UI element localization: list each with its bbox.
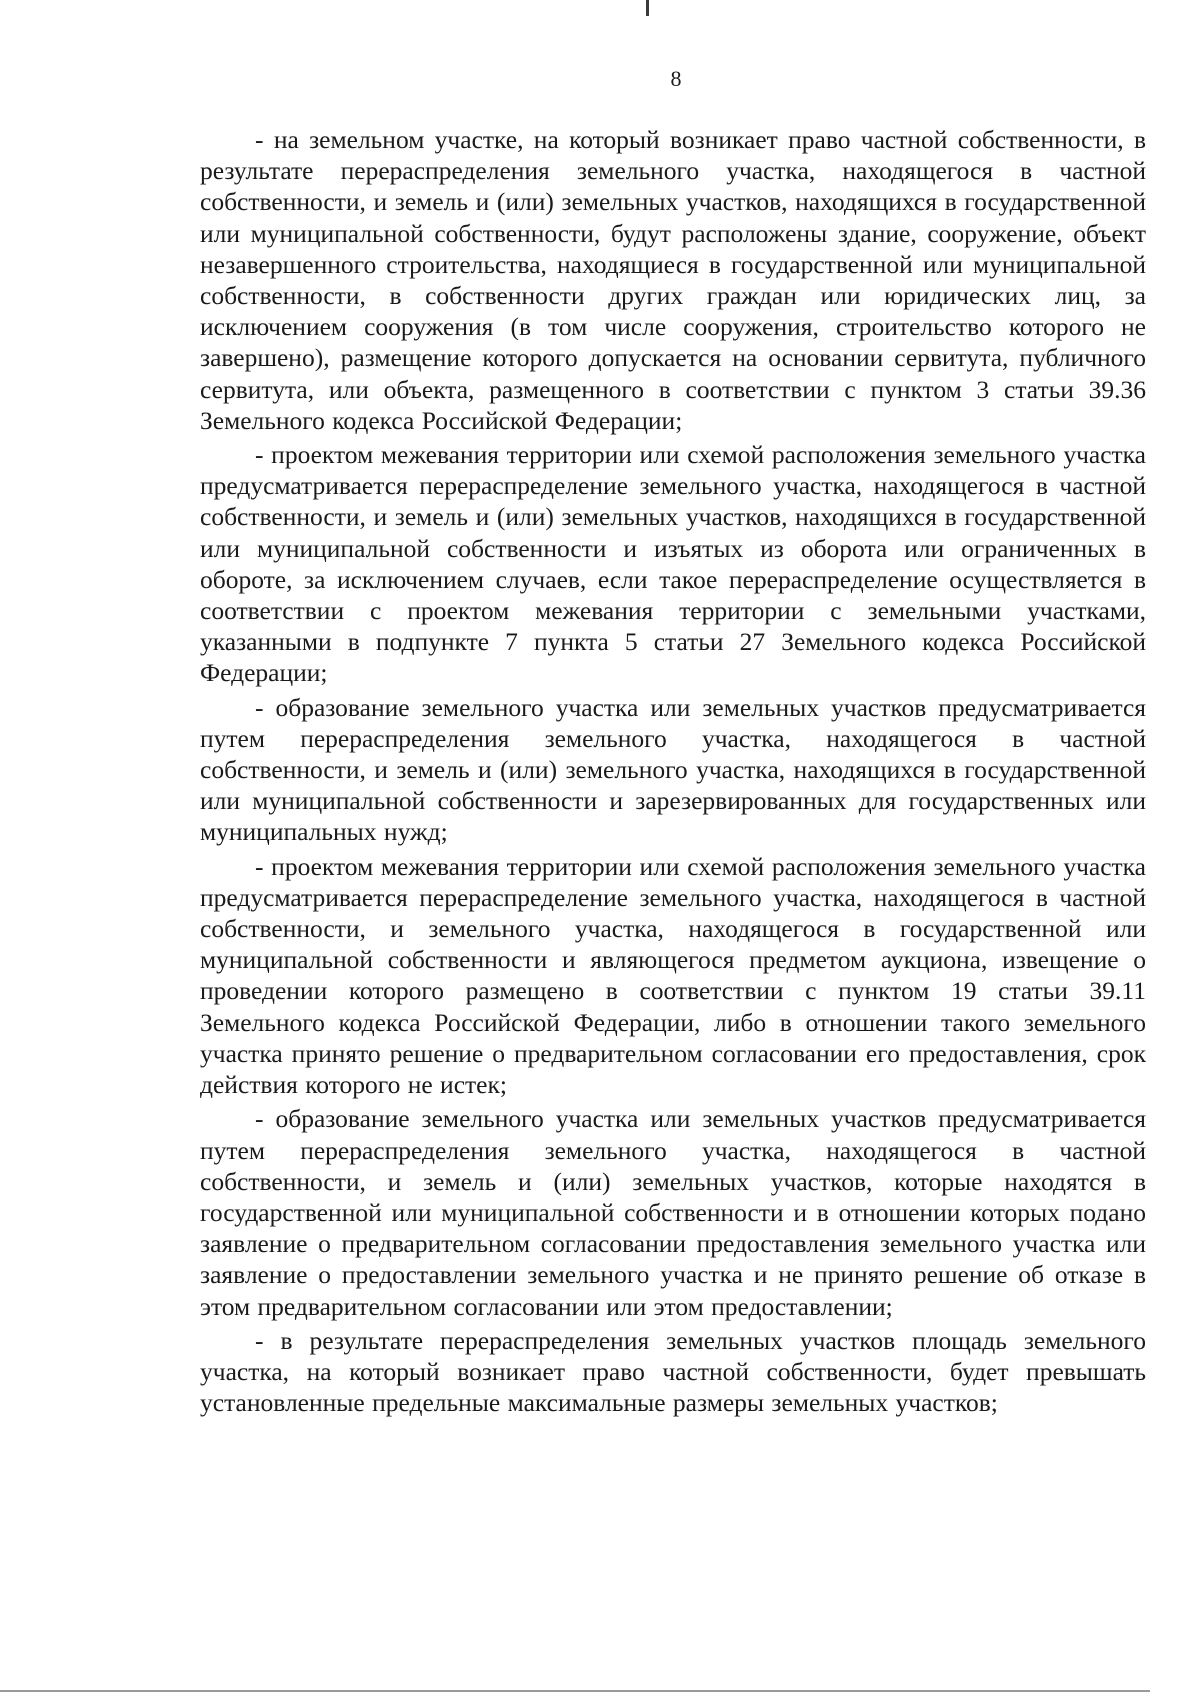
paragraph: - образование земельного участка или земельных участков предусматривается путем перераспределения земельного участка, находящегося в частной собственности, и земель и (или) земельного участка, находящихся в государственной или муниципальной собственности и зарезервированных для государственных или муниципальных нужд; [200,692,1146,847]
paragraph: - проектом межевания территории или схемой расположения земельного участка предусматривается перераспределение земельного участка, находящегося в частной собственности, и земель и (или) земельных участков, находящихся в государственной или муниципальной собственности и изъятых из оборота или ограниченных в обороте, за исключением случаев, если такое перераспределение осуществляется в соответствии с проектом межевания территории с земельными участками, указанными в подпункте 7 пункта 5 статьи 27 Земельного кодекса Российской Федерации; [200,440,1146,688]
paragraph: - на земельном участке, на который возникает право частной собственности, в результате перераспределения земельного участка, находящегося в частной собственности, и земель и (или) земельных участков, находящихся в государственной или муниципальной собственности, будут расположены здание, сооружение, объект незавершенного строительства, находящиеся в государственной или муниципальной собственности, в собственности других граждан или юридических лиц, за исключением сооружения (в том числе сооружения, строительство которого не завершено), размещение которого допускается на основании сервитута, публичного сервитута, или объекта, размещенного в соответствии с пунктом 3 статьи 39.36 Земельного кодекса Российской Федерации; [200,125,1146,435]
paragraph: - в результате перераспределения земельных участков площадь земельного участка, на который возникает право частной собственности, будет превышать установленные предельные максимальные размеры земельных участков; [200,1325,1146,1418]
paragraph: - проектом межевания территории или схемой расположения земельного участка предусматривается перераспределение земельного участка, находящегося в частной собственности, и земельного участка, находящегося в государственной или муниципальной собственности и являющегося предметом аукциона, извещение о проведении которого размещено в соответствии с пунктом 19 статьи 39.11 Земельного кодекса Российской Федерации, либо в отношении такого земельного участка принято решение о предварительном согласовании его предоставления, срок действия которого не истек; [200,851,1146,1100]
document-body [200,124,1146,1421]
paragraph: - образование земельного участка или земельных участков предусматривается путем перераспределения земельного участка, находящегося в частной собственности, и земель и (или) земельных участков, которые находятся в государственной или муниципальной собственности и в отношении которых подано заявление о предварительном согласовании предоставления земельного участка или заявление о предоставлении земельного участка и не принято решение об отказе в этом предварительном согласовании или этом предоставлении; [200,1104,1146,1321]
page-number: 8 [670,66,682,91]
scan-edge-line [0,1690,1150,1692]
scan-mark-top [646,0,649,16]
